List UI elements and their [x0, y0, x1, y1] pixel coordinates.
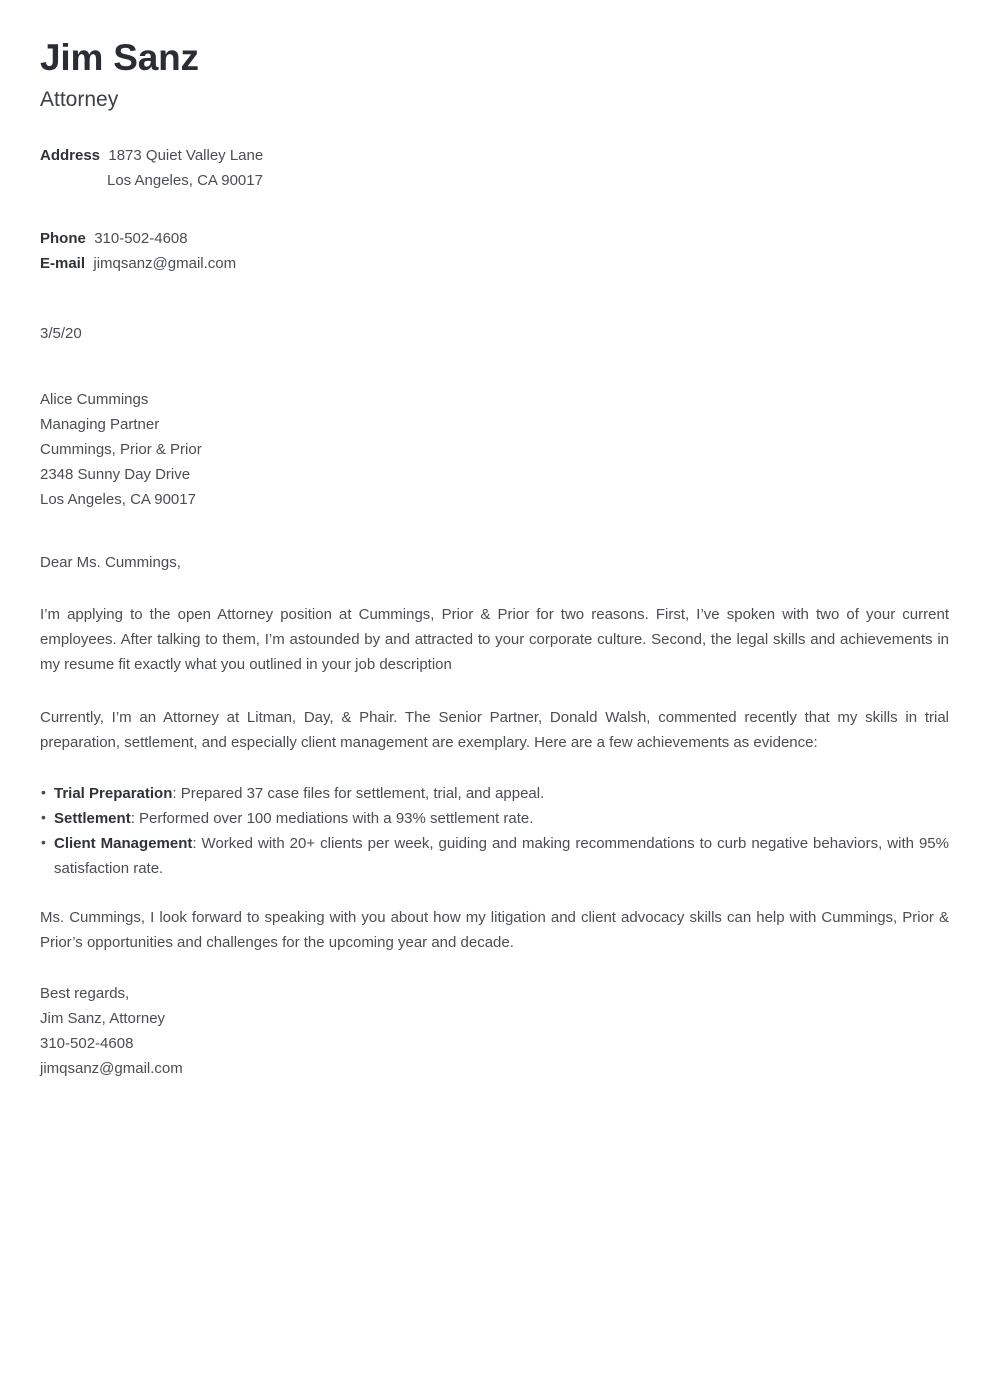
recipient-block	[40, 387, 949, 512]
letter-date: 3/5/20	[40, 325, 82, 343]
signature-closing: Best regards,	[40, 985, 130, 1003]
recipient-title: Managing Partner	[40, 416, 160, 434]
phone-label: Phone	[40, 230, 86, 248]
address-line-2: Los Angeles, CA 90017	[107, 172, 263, 190]
list-item	[40, 831, 949, 881]
phone-value[interactable]: 310-502-4608	[94, 230, 188, 248]
list-item	[40, 781, 949, 806]
recipient-name: Alice Cummings	[40, 391, 149, 409]
bullet-label: Trial Preparation	[54, 785, 173, 803]
bullet-text: : Prepared 37 case files for settlement, trial, and appeal.	[172, 785, 545, 803]
letter-salutation: Dear Ms. Cummings,	[40, 554, 181, 572]
address-line-1: 1873 Quiet Valley Lane	[108, 147, 264, 165]
letter-header	[40, 38, 949, 112]
recipient-company: Cummings, Prior & Prior	[40, 441, 202, 459]
applicant-name: Jim Sanz	[40, 37, 199, 78]
contact-row-address	[40, 143, 949, 168]
letter-paragraph-1: I’m applying to the open Attorney position at Cummings, Prior & Prior for two reasons. First, I’ve spoken with two of your current employees. After talking to them, I’m astounded by and attracted to your corporate culture. Second, the legal skills and achievements in my resume fit exactly what you outlined in your job description	[40, 606, 949, 674]
letter-paragraph-3: Ms. Cummings, I look forward to speaking with you about how my litigation and client advocacy skills can help with Cummings, Prior & Prior’s opportunities and challenges for the upcoming year and decade.	[40, 909, 949, 952]
contact-row-email	[40, 251, 949, 276]
contact-block	[40, 143, 949, 276]
signature-email[interactable]: jimqsanz@gmail.com	[40, 1060, 183, 1078]
recipient-city-state-zip: Los Angeles, CA 90017	[40, 491, 196, 509]
signature-block	[40, 981, 949, 1081]
bullet-text: : Performed over 100 mediations with a 93% settlement rate.	[130, 810, 534, 828]
bullet-text: : Worked with 20+ clients per week, guiding and making recommendations to curb negative behaviors, with 95% satisfaction rate.	[54, 835, 949, 878]
applicant-job-title: Attorney	[40, 87, 119, 111]
bullet-label: Settlement	[54, 810, 131, 828]
recipient-street: 2348 Sunny Day Drive	[40, 466, 191, 484]
signature-name-title: Jim Sanz, Attorney	[40, 1010, 166, 1028]
letter-paragraph-2: Currently, I’m an Attorney at Litman, Day, & Phair. The Senior Partner, Donald Walsh, commented recently that my skills in trial preparation, settlement, and especially client management are exemplary. Here are a few achievements as evidence:	[40, 709, 949, 752]
list-item	[40, 806, 949, 831]
contact-row-phone	[40, 226, 949, 251]
achievements-list	[40, 781, 949, 881]
bullet-label: Client Management	[54, 835, 193, 853]
email-value[interactable]: jimqsanz@gmail.com	[93, 255, 237, 273]
address-label: Address	[40, 147, 101, 165]
signature-phone[interactable]: 310-502-4608	[40, 1035, 134, 1053]
email-label: E-mail	[40, 255, 86, 273]
